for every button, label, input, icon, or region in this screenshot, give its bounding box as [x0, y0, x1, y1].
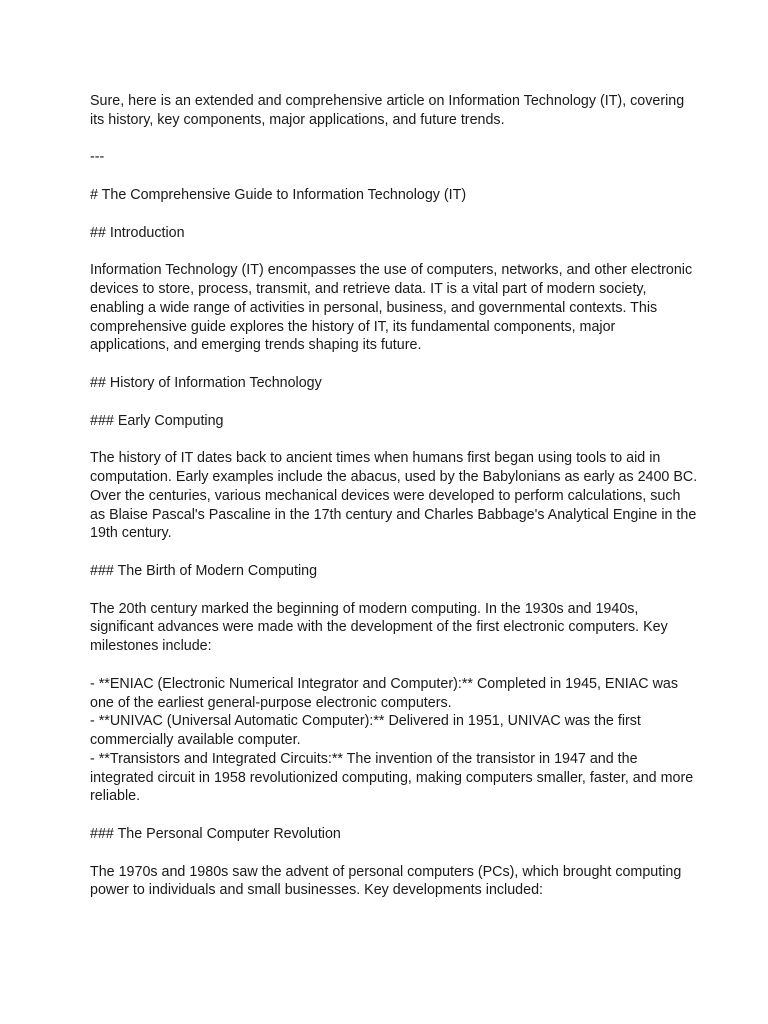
text-line: computation. Early examples include the abacus, used by the Babylonians as early as 2400 BC.	[90, 468, 698, 485]
milestones-list	[90, 675, 694, 807]
list-item-continuation: one of the earliest general-purpose electronic computers.	[90, 694, 452, 711]
text-line: # The Comprehensive Guide to Information Technology (IT)	[90, 186, 467, 203]
text-line: Sure, here is an extended and comprehensive article on Information Technology (IT), covering	[90, 93, 685, 109]
text-line: power to individuals and small businesses. Key developments included:	[90, 882, 543, 899]
text-line: devices to store, process, transmit, and retrieve data. IT is a vital part of modern society,	[90, 280, 647, 297]
text-line: Over the centuries, various mechanical devices were developed to perform calculations, such	[90, 487, 681, 504]
heading-birth-modern-computing	[90, 562, 690, 581]
text-line: comprehensive guide explores the history of IT, its fundamental components, major	[90, 318, 616, 335]
document-body	[90, 92, 698, 900]
list-item-continuation: integrated circuit in 1958 revolutionized computing, making computers smaller, faster, and more	[90, 769, 694, 786]
text-line: its history, key components, major applications, and future trends.	[90, 111, 505, 128]
text-line: 19th century.	[90, 525, 172, 542]
text-line: ---	[90, 149, 105, 166]
text-line: milestones include:	[90, 638, 212, 655]
text-line: The 20th century marked the beginning of modern computing. In the 1930s and 1940s,	[90, 600, 639, 617]
list-item-continuation: reliable.	[90, 788, 141, 805]
heading-early-computing	[90, 412, 690, 431]
list-item: - **UNIVAC (Universal Automatic Computer):** Delivered in 1951, UNIVAC was the first	[90, 713, 641, 730]
modern-computing-paragraph	[90, 600, 690, 656]
text-line: enabling a wide range of activities in personal, business, and governmental contexts. This	[90, 299, 658, 316]
list-item: - **ENIAC (Electronic Numerical Integrator and Computer):** Completed in 1945, ENIAC was	[90, 675, 679, 692]
list-item: - **Transistors and Integrated Circuits:** The invention of the transistor in 1947 and the	[90, 750, 638, 767]
text-line: as Blaise Pascal's Pascaline in the 17th century and Charles Babbage's Analytical Engine in the	[90, 506, 697, 523]
text-line: ## History of Information Technology	[90, 374, 322, 391]
separator	[90, 148, 690, 167]
text-line: applications, and emerging trends shaping its future.	[90, 337, 422, 354]
heading-introduction	[90, 224, 690, 243]
text-line: significant advances were made with the development of the first electronic computers. Key	[90, 619, 668, 636]
text-line: Information Technology (IT) encompasses the use of computers, networks, and other electronic	[90, 262, 693, 279]
text-line: ### The Personal Computer Revolution	[90, 826, 341, 843]
heading-history	[90, 374, 690, 393]
text-line: ### The Birth of Modern Computing	[90, 562, 318, 579]
heading-pc-revolution	[90, 825, 690, 844]
early-computing-paragraph	[90, 449, 698, 543]
list-item-continuation: commercially available computer.	[90, 732, 301, 749]
text-line: ### Early Computing	[90, 412, 224, 429]
document-title	[90, 186, 690, 205]
pc-revolution-paragraph	[90, 863, 690, 901]
text-line: The history of IT dates back to ancient times when humans first began using tools to aid in	[90, 450, 661, 467]
introduction-paragraph	[90, 261, 693, 355]
text-line: ## Introduction	[90, 224, 185, 241]
text-line: The 1970s and 1980s saw the advent of personal computers (PCs), which brought computing	[90, 863, 682, 880]
intro-note	[90, 92, 690, 130]
